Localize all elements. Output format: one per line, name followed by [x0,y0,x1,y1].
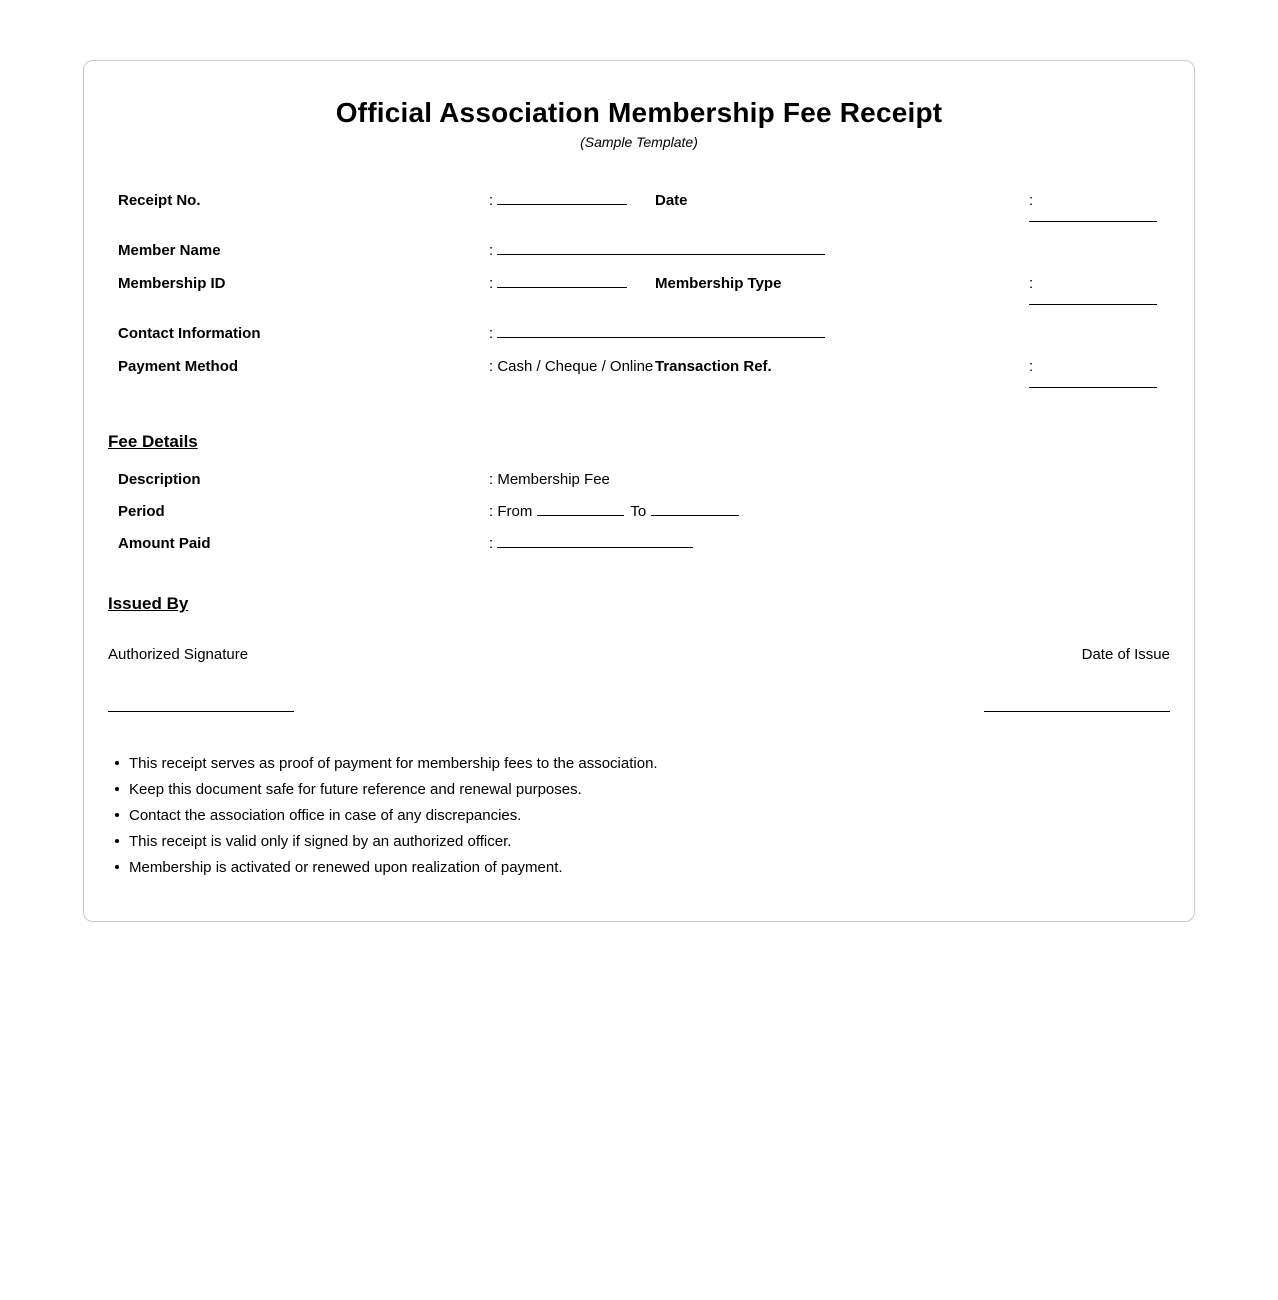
amount-paid-value [489,535,1170,552]
membership-type-line [1029,292,1157,305]
receipt-no-date-row [118,192,1170,226]
transaction-ref-colon: : [1029,358,1034,375]
member-name-line [497,242,825,255]
date-of-issue-label: Date of Issue [1081,646,1170,663]
amount-paid-colon: : [489,535,494,552]
member-name-label: Member Name [118,242,221,259]
member-name-row [118,242,1170,259]
note-item: Membership is activated or renewed upon realization of payment. [108,859,1170,876]
date-label: Date [655,192,688,209]
contact-information-colon: : [489,325,494,342]
membership-id-value [489,275,655,292]
authorized-signature-line [108,711,294,712]
membership-id-line [497,275,627,288]
fee-details-heading: Fee Details [108,432,198,451]
membership-type-label: Membership Type [655,275,782,292]
note-item: This receipt serves as proof of payment for membership fees to the association. [108,755,1170,772]
member-name-value [489,242,1161,259]
fee-details-section [118,471,1170,552]
receipt-no-colon: : [489,192,494,209]
transaction-ref-line [1029,375,1157,388]
contact-information-label: Contact Information [118,325,261,342]
contact-information-line [497,325,825,338]
member-info-section [118,192,1170,392]
contact-information-value [489,325,1161,342]
receipt-no-line [497,192,627,205]
membership-id-type-row [118,275,1170,309]
signature-lines-row [108,711,1170,712]
description-label: Description [118,471,201,488]
notes-list [108,755,1170,876]
period-label: Period [118,503,165,520]
period-value [489,503,1170,520]
note-item: Contact the association office in case of any discrepancies. [108,807,1170,824]
date-colon: : [1029,192,1034,209]
membership-type-colon: : [1029,275,1034,292]
issued-by-heading: Issued By [108,594,189,613]
date-line [1029,209,1157,222]
transaction-ref-value [1029,358,1161,392]
period-from-line [537,503,624,516]
period-row [118,503,1170,520]
membership-id-colon: : [489,275,494,292]
payment-method-row [118,358,1170,392]
transaction-ref-label: Transaction Ref. [655,358,772,375]
date-value [1029,192,1161,226]
amount-paid-row [118,535,1170,552]
amount-paid-line [497,535,693,548]
description-row [118,471,1170,488]
note-item: This receipt is valid only if signed by an authorized officer. [108,833,1170,850]
period-to-line [651,503,739,516]
date-of-issue-line [984,711,1170,712]
note-item: Keep this document safe for future reference and renewal purposes. [108,781,1170,798]
payment-method-value: : Cash / Cheque / Online [489,358,654,375]
receipt-no-value [489,192,655,209]
member-name-colon: : [489,242,494,259]
signature-labels-row [108,646,1170,663]
receipt-subtitle: (Sample Template) [580,134,698,150]
receipt-card [83,60,1195,922]
receipt-no-label: Receipt No. [118,192,201,209]
receipt-title: Official Association Membership Fee Receipt [335,97,943,128]
contact-information-row [118,325,1170,342]
membership-id-label: Membership ID [118,275,226,292]
description-value: : Membership Fee [489,471,610,488]
authorized-signature-label: Authorized Signature [108,646,249,663]
period-to-label: To [630,503,647,520]
payment-method-label: Payment Method [118,358,239,375]
membership-type-value [1029,275,1161,309]
period-from-label: : From [489,503,533,520]
amount-paid-label: Amount Paid [118,535,211,552]
